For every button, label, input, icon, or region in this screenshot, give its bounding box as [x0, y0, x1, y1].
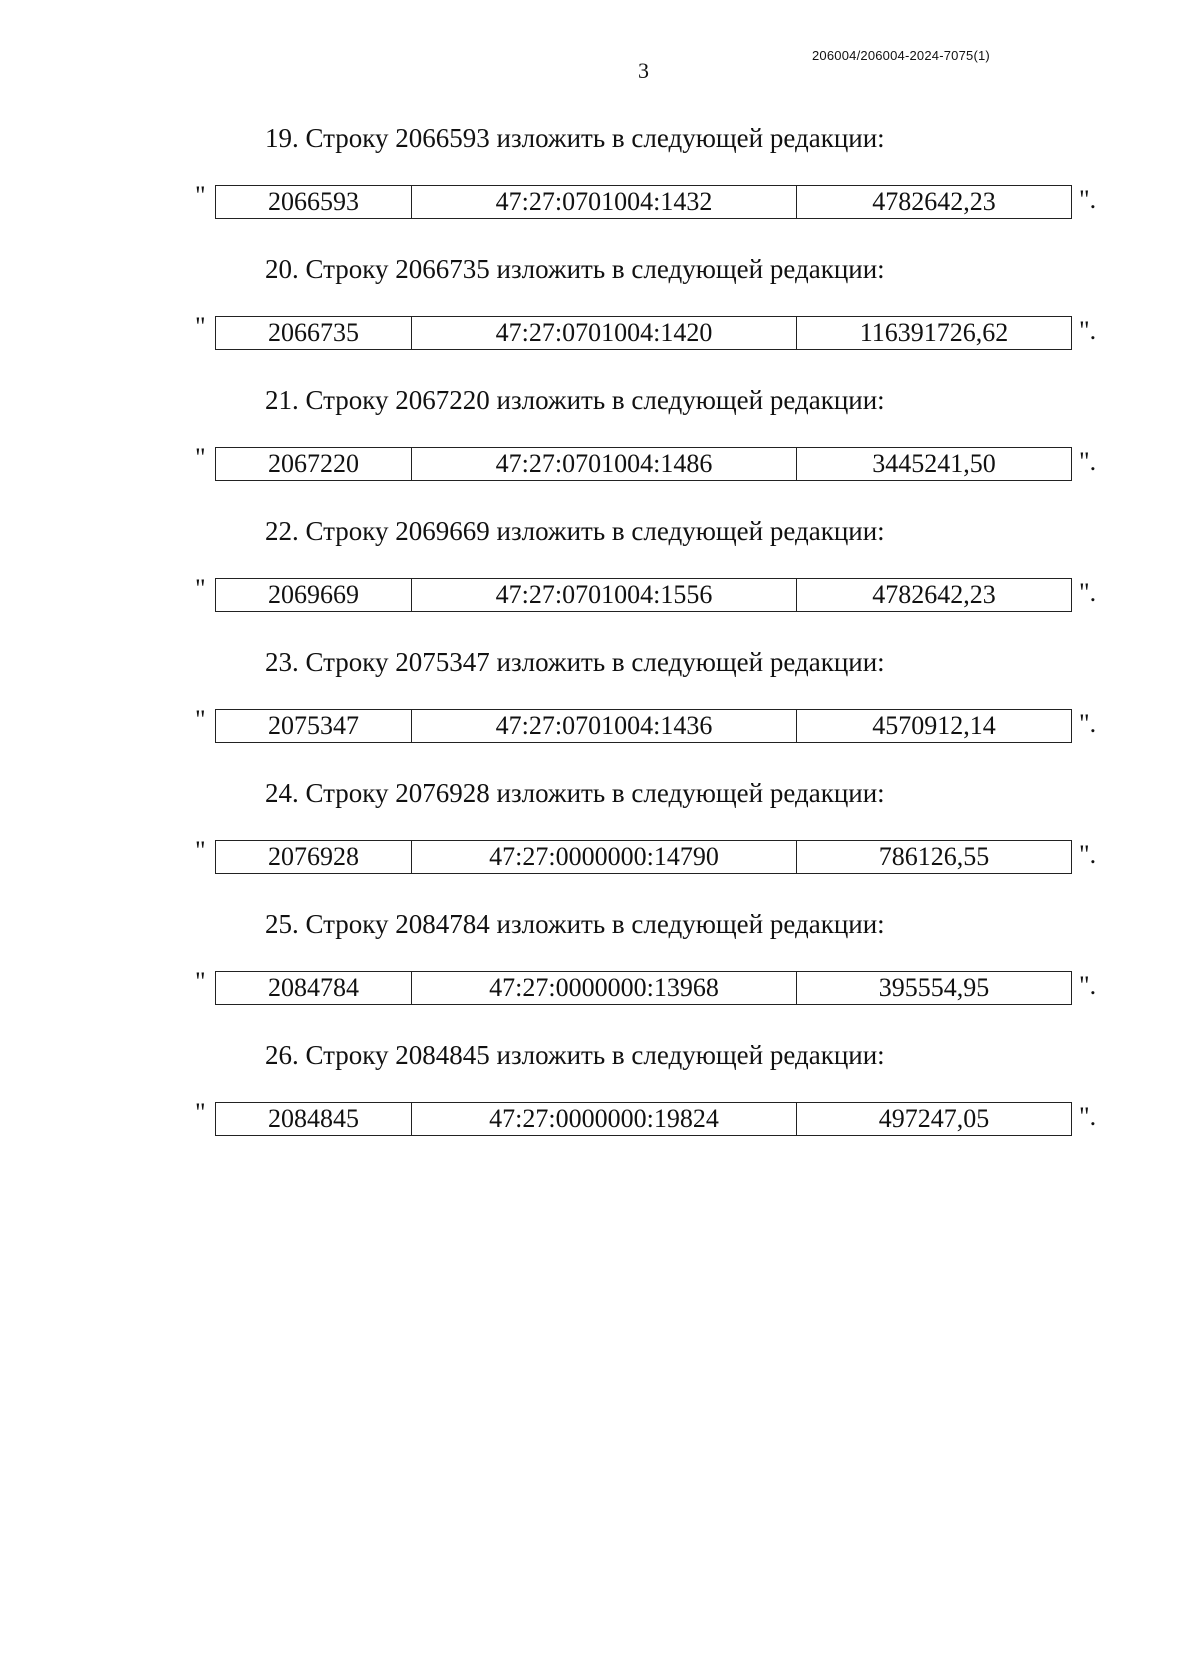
close-quote: ".	[1079, 447, 1097, 476]
amendment-row	[195, 707, 1100, 745]
amendment-row	[195, 838, 1100, 876]
close-quote: ".	[1079, 578, 1097, 607]
close-quote: ".	[1079, 316, 1097, 345]
amendment-row	[195, 183, 1100, 221]
close-quote: ".	[1079, 840, 1097, 869]
cadastral-number-cell: 47:27:0000000:19824	[412, 1103, 797, 1136]
amendment-table	[215, 316, 1072, 350]
amendment-table	[215, 971, 1072, 1005]
row-number-cell: 2084845	[268, 1104, 359, 1133]
open-quote: "	[195, 967, 206, 996]
row-number-cell: 2066593	[268, 187, 359, 216]
amendment-item	[0, 642, 1200, 773]
value-cell: 4782642,23	[797, 186, 1072, 219]
amendment-table	[215, 185, 1072, 219]
value-cell: 497247,05	[797, 1103, 1072, 1136]
row-number-cell: 2084784	[268, 973, 359, 1002]
open-quote: "	[195, 443, 206, 472]
close-quote: ".	[1079, 185, 1097, 214]
row-number-cell: 2067220	[268, 449, 359, 478]
row-number-cell: 2066735	[268, 318, 359, 347]
row-number-cell: 2076928	[268, 842, 359, 871]
amendment-table	[215, 447, 1072, 481]
amendment-table	[215, 709, 1072, 743]
amendment-list	[0, 118, 1200, 1166]
amendment-table	[215, 1102, 1072, 1136]
cadastral-number-cell: 47:27:0000000:14790	[412, 841, 797, 874]
amendment-table	[215, 840, 1072, 874]
amendment-table	[215, 578, 1072, 612]
amendment-item	[0, 249, 1200, 380]
page-number: 3	[638, 58, 649, 83]
amendment-item	[0, 1035, 1200, 1166]
cadastral-number-cell: 47:27:0701004:1420	[412, 317, 797, 350]
value-cell: 4570912,14	[797, 710, 1072, 743]
amendment-row	[195, 314, 1100, 352]
row-number-cell: 2069669	[268, 580, 359, 609]
amendment-row	[195, 445, 1100, 483]
amendment-item	[0, 773, 1200, 904]
close-quote: ".	[1079, 709, 1097, 738]
amendment-heading: 24. Строку 2076928 изложить в следующей редакции:	[265, 778, 885, 808]
value-cell: 116391726,62	[797, 317, 1072, 350]
close-quote: ".	[1079, 971, 1097, 1000]
cadastral-number-cell: 47:27:0701004:1486	[412, 448, 797, 481]
value-cell: 3445241,50	[797, 448, 1072, 481]
amendment-row	[195, 576, 1100, 614]
amendment-heading: 20. Строку 2066735 изложить в следующей редакции:	[265, 254, 885, 284]
amendment-heading: 25. Строку 2084784 изложить в следующей редакции:	[265, 909, 885, 939]
amendment-row	[195, 1100, 1100, 1138]
cadastral-number-cell: 47:27:0701004:1432	[412, 186, 797, 219]
value-cell: 4782642,23	[797, 579, 1072, 612]
open-quote: "	[195, 705, 206, 734]
close-quote: ".	[1079, 1102, 1097, 1131]
open-quote: "	[195, 1098, 206, 1127]
amendment-item	[0, 511, 1200, 642]
amendment-row	[195, 969, 1100, 1007]
amendment-heading: 23. Строку 2075347 изложить в следующей редакции:	[265, 647, 885, 677]
cadastral-number-cell: 47:27:0000000:13968	[412, 972, 797, 1005]
cadastral-number-cell: 47:27:0701004:1556	[412, 579, 797, 612]
amendment-heading: 19. Строку 2066593 изложить в следующей редакции:	[265, 123, 885, 153]
value-cell: 786126,55	[797, 841, 1072, 874]
amendment-heading: 22. Строку 2069669 изложить в следующей редакции:	[265, 516, 885, 546]
open-quote: "	[195, 312, 206, 341]
amendment-heading: 26. Строку 2084845 изложить в следующей редакции:	[265, 1040, 885, 1070]
row-number-cell: 2075347	[268, 711, 359, 740]
cadastral-number-cell: 47:27:0701004:1436	[412, 710, 797, 743]
amendment-heading: 21. Строку 2067220 изложить в следующей редакции:	[265, 385, 885, 415]
amendment-item	[0, 380, 1200, 511]
open-quote: "	[195, 836, 206, 865]
value-cell: 395554,95	[797, 972, 1072, 1005]
amendment-item	[0, 118, 1200, 249]
open-quote: "	[195, 574, 206, 603]
open-quote: "	[195, 181, 206, 210]
document-id: 206004/206004-2024-7075(1)	[812, 48, 990, 63]
amendment-item	[0, 904, 1200, 1035]
